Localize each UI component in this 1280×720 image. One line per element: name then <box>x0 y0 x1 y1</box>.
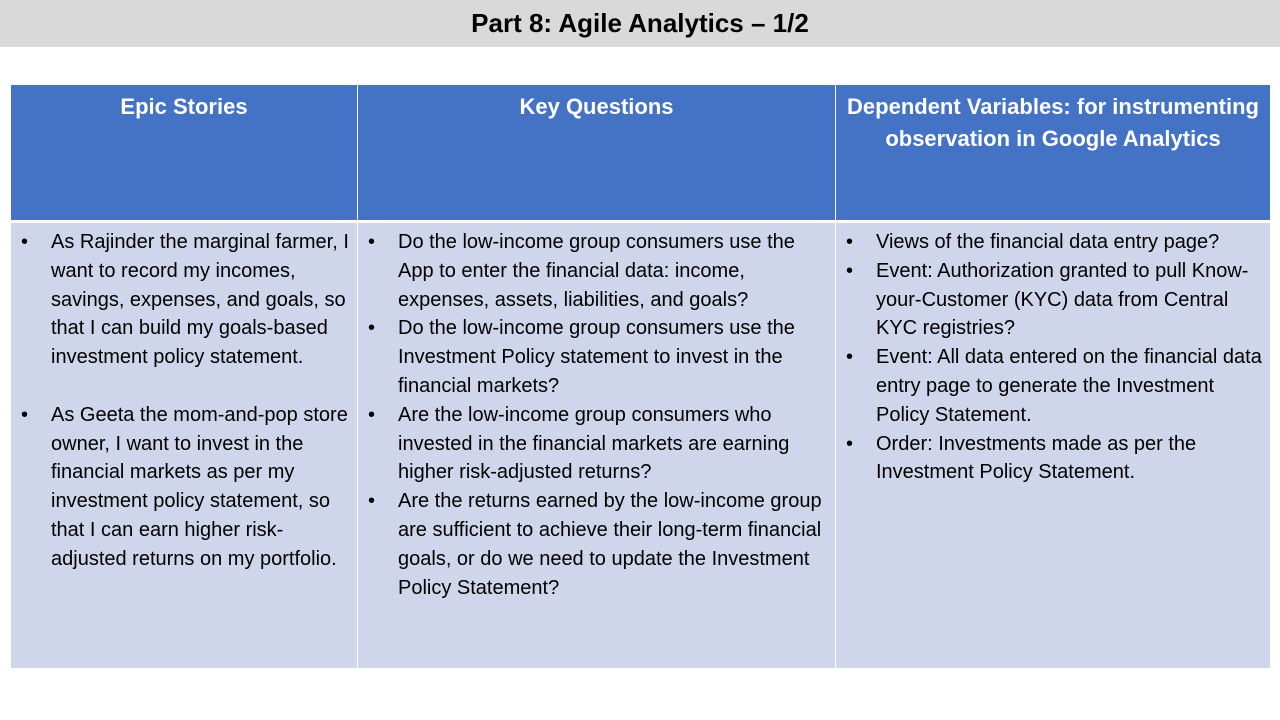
slide-title: Part 8: Agile Analytics – 1/2 <box>471 8 809 38</box>
dependent-variable-item: • Event: All data entered on the financial data entry page to generate the Investment Policy Statement. <box>876 343 1262 429</box>
header-key-questions: Key Questions <box>358 85 836 222</box>
key-question-item: • Are the low-income group consumers who invested in the financial markets are earning higher risk-adjusted returns? <box>398 401 827 487</box>
key-question-item: • Are the returns earned by the low-income group are sufficient to achieve their long-term financial goals, or do we need to update the Investment Policy Statement? <box>398 487 827 602</box>
dependent-variables-list <box>844 228 1262 487</box>
dependent-variable-item: • Order: Investments made as per the Investment Policy Statement. <box>876 430 1262 488</box>
key-question-item: • Do the low-income group consumers use the Investment Policy statement to invest in the financial markets? <box>398 314 827 400</box>
header-dependent-variables: Dependent Variables: for instrumenting observation in Google Analytics <box>836 85 1271 222</box>
key-questions-list <box>366 228 827 602</box>
epic-stories-list <box>19 228 349 574</box>
epic-stories-cell <box>11 222 358 669</box>
key-questions-cell <box>358 222 836 669</box>
epic-story-item: • As Rajinder the marginal farmer, I want to record my incomes, savings, expenses, and goals, so that I can build my goals-based investment policy statement. <box>51 228 349 372</box>
agile-analytics-table <box>10 84 1271 669</box>
epic-story-item: • As Geeta the mom-and-pop store owner, I want to invest in the financial markets as per my investment policy statement, so that I can earn higher risk-adjusted returns on my portfolio. <box>51 401 349 574</box>
table-body-row <box>11 222 1271 669</box>
dependent-variable-item: • Event: Authorization granted to pull Know-your-Customer (KYC) data from Central KYC registries? <box>876 257 1262 343</box>
dependent-variables-cell <box>836 222 1271 669</box>
dependent-variable-item: • Views of the financial data entry page? <box>876 228 1262 257</box>
title-bar <box>0 0 1280 47</box>
table-header-row <box>11 85 1271 222</box>
key-question-item: • Do the low-income group consumers use the App to enter the financial data: income, expenses, assets, liabilities, and goals? <box>398 228 827 314</box>
header-epic-stories: Epic Stories <box>11 85 358 222</box>
